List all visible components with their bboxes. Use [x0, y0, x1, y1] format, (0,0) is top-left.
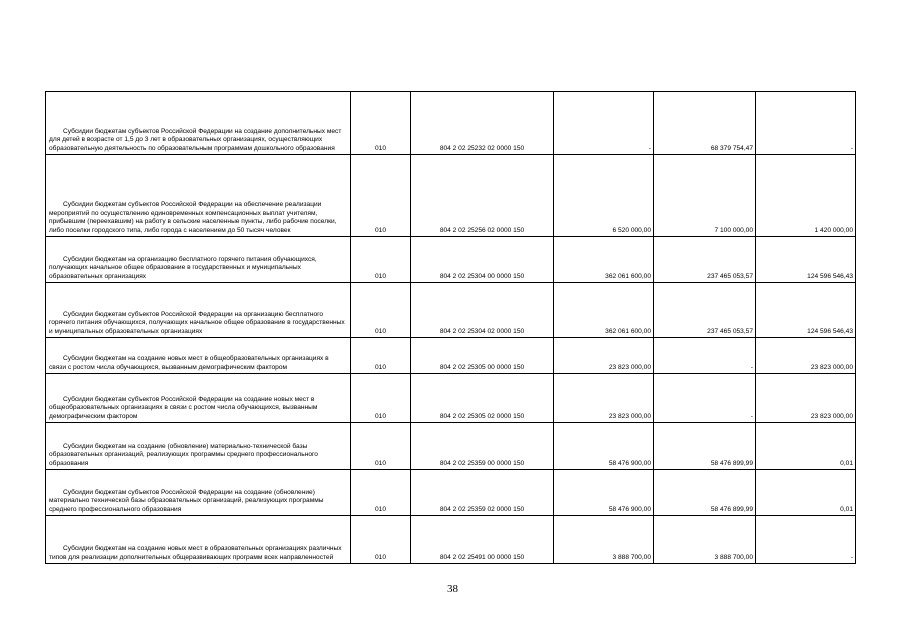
- row-code-cell: 010: [351, 237, 411, 283]
- row-unexecuted-cell: 1 420 000,00: [756, 155, 856, 237]
- row-executed-cell: -: [654, 374, 756, 423]
- row-name-cell: Субсидии бюджетам субъектов Российской Федерации на создание дополнительных мест для детей в возрасте от 1,5 до 3 лет в образовательных организациях, осуществляющих образовательную деятельность по образовательным программам дошкольного образования: [46, 92, 351, 155]
- table-row: [46, 516, 856, 564]
- row-kbk-cell: 804 2 02 25359 02 0000 150: [411, 470, 554, 516]
- table-row: [46, 423, 856, 470]
- row-kbk-cell: 804 2 02 25491 00 0000 150: [411, 516, 554, 564]
- table-row: [46, 155, 856, 237]
- row-unexecuted-cell: 124 596 546,43: [756, 237, 856, 283]
- row-name-cell: Субсидии бюджетам на создание новых мест в образовательных организациях различных типов для реализации дополнительных общеразвивающих программ всех направленностей: [46, 516, 351, 564]
- row-executed-cell: 237 465 053,57: [654, 283, 756, 338]
- row-kbk-cell: 804 2 02 25305 00 0000 150: [411, 338, 554, 374]
- row-kbk-cell: 804 2 02 25304 00 0000 150: [411, 237, 554, 283]
- table-row: [46, 374, 856, 423]
- row-executed-cell: 237 465 053,57: [654, 237, 756, 283]
- row-kbk-cell: 804 2 02 25304 02 0000 150: [411, 283, 554, 338]
- row-approved-cell: 23 823 000,00: [554, 338, 654, 374]
- table-row: [46, 470, 856, 516]
- table-row: [46, 92, 856, 155]
- row-code-cell: 010: [351, 374, 411, 423]
- row-unexecuted-cell: -: [756, 92, 856, 155]
- row-unexecuted-cell: 0,01: [756, 423, 856, 470]
- row-name-cell: Субсидии бюджетам субъектов Российской Федерации на организацию бесплатного горячего питания обучающихся, получающих начальное общее образование в государственных и муниципальных образовательных организациях: [46, 283, 351, 338]
- row-executed-cell: 58 476 899,99: [654, 423, 756, 470]
- row-executed-cell: 7 100 000,00: [654, 155, 756, 237]
- table-row: [46, 237, 856, 283]
- row-executed-cell: -: [654, 338, 756, 374]
- table-row: [46, 283, 856, 338]
- row-name-cell: Субсидии бюджетам на организацию бесплатного горячего питания обучающихся, получающих начальное общее образование в государственных и муниципальных образовательных организациях: [46, 237, 351, 283]
- row-name-cell: Субсидии бюджетам субъектов Российской Федерации на создание новых мест в общеобразовательных организациях в связи с ростом числа обучающихся, вызванным демографическим фактором: [46, 374, 351, 423]
- row-unexecuted-cell: 0,01: [756, 470, 856, 516]
- row-approved-cell: 58 476 900,00: [554, 423, 654, 470]
- row-code-cell: 010: [351, 155, 411, 237]
- row-executed-cell: 68 379 754,47: [654, 92, 756, 155]
- row-code-cell: 010: [351, 423, 411, 470]
- row-unexecuted-cell: 23 823 000,00: [756, 338, 856, 374]
- budget-table-body: [46, 92, 856, 564]
- row-kbk-cell: 804 2 02 25359 00 0000 150: [411, 423, 554, 470]
- row-unexecuted-cell: 23 823 000,00: [756, 374, 856, 423]
- row-approved-cell: 6 520 000,00: [554, 155, 654, 237]
- table-row: [46, 338, 856, 374]
- row-unexecuted-cell: 124 596 546,43: [756, 283, 856, 338]
- row-code-cell: 010: [351, 338, 411, 374]
- row-executed-cell: 58 476 899,99: [654, 470, 756, 516]
- row-executed-cell: 3 888 700,00: [654, 516, 756, 564]
- row-unexecuted-cell: -: [756, 516, 856, 564]
- row-name-cell: Субсидии бюджетам на создание (обновление) материально-технической базы образовательных организаций, реализующих программы среднего профессионального образования: [46, 423, 351, 470]
- page-number: 38: [447, 583, 458, 595]
- row-code-cell: 010: [351, 92, 411, 155]
- row-kbk-cell: 804 2 02 25232 02 0000 150: [411, 92, 554, 155]
- row-code-cell: 010: [351, 283, 411, 338]
- row-code-cell: 010: [351, 516, 411, 564]
- row-kbk-cell: 804 2 02 25305 02 0000 150: [411, 374, 554, 423]
- row-approved-cell: 362 061 600,00: [554, 237, 654, 283]
- row-name-cell: Субсидии бюджетам субъектов Российской Федерации на обеспечение реализации мероприятий по осуществлению единовременных компенсационных выплат учителям, прибывшим (переехавшим) на работу в сельские населенные пункты, либо рабочие поселки, либо поселки городского типа, либо города с населением до 50 тысяч человек: [46, 155, 351, 237]
- row-approved-cell: 23 823 000,00: [554, 374, 654, 423]
- row-approved-cell: 58 476 900,00: [554, 470, 654, 516]
- row-code-cell: 010: [351, 470, 411, 516]
- row-approved-cell: -: [554, 92, 654, 155]
- row-approved-cell: 3 888 700,00: [554, 516, 654, 564]
- row-name-cell: Субсидии бюджетам субъектов Российской Федерации на создание (обновление) материально технической базы образовательных организаций, реализующих программы среднего профессионального образования: [46, 470, 351, 516]
- row-kbk-cell: 804 2 02 25256 02 0000 150: [411, 155, 554, 237]
- row-approved-cell: 362 061 600,00: [554, 283, 654, 338]
- budget-table: [45, 91, 856, 564]
- row-name-cell: Субсидии бюджетам на создание новых мест в общеобразовательных организациях в связи с ростом числа обучающихся, вызванным демографическим фактором: [46, 338, 351, 374]
